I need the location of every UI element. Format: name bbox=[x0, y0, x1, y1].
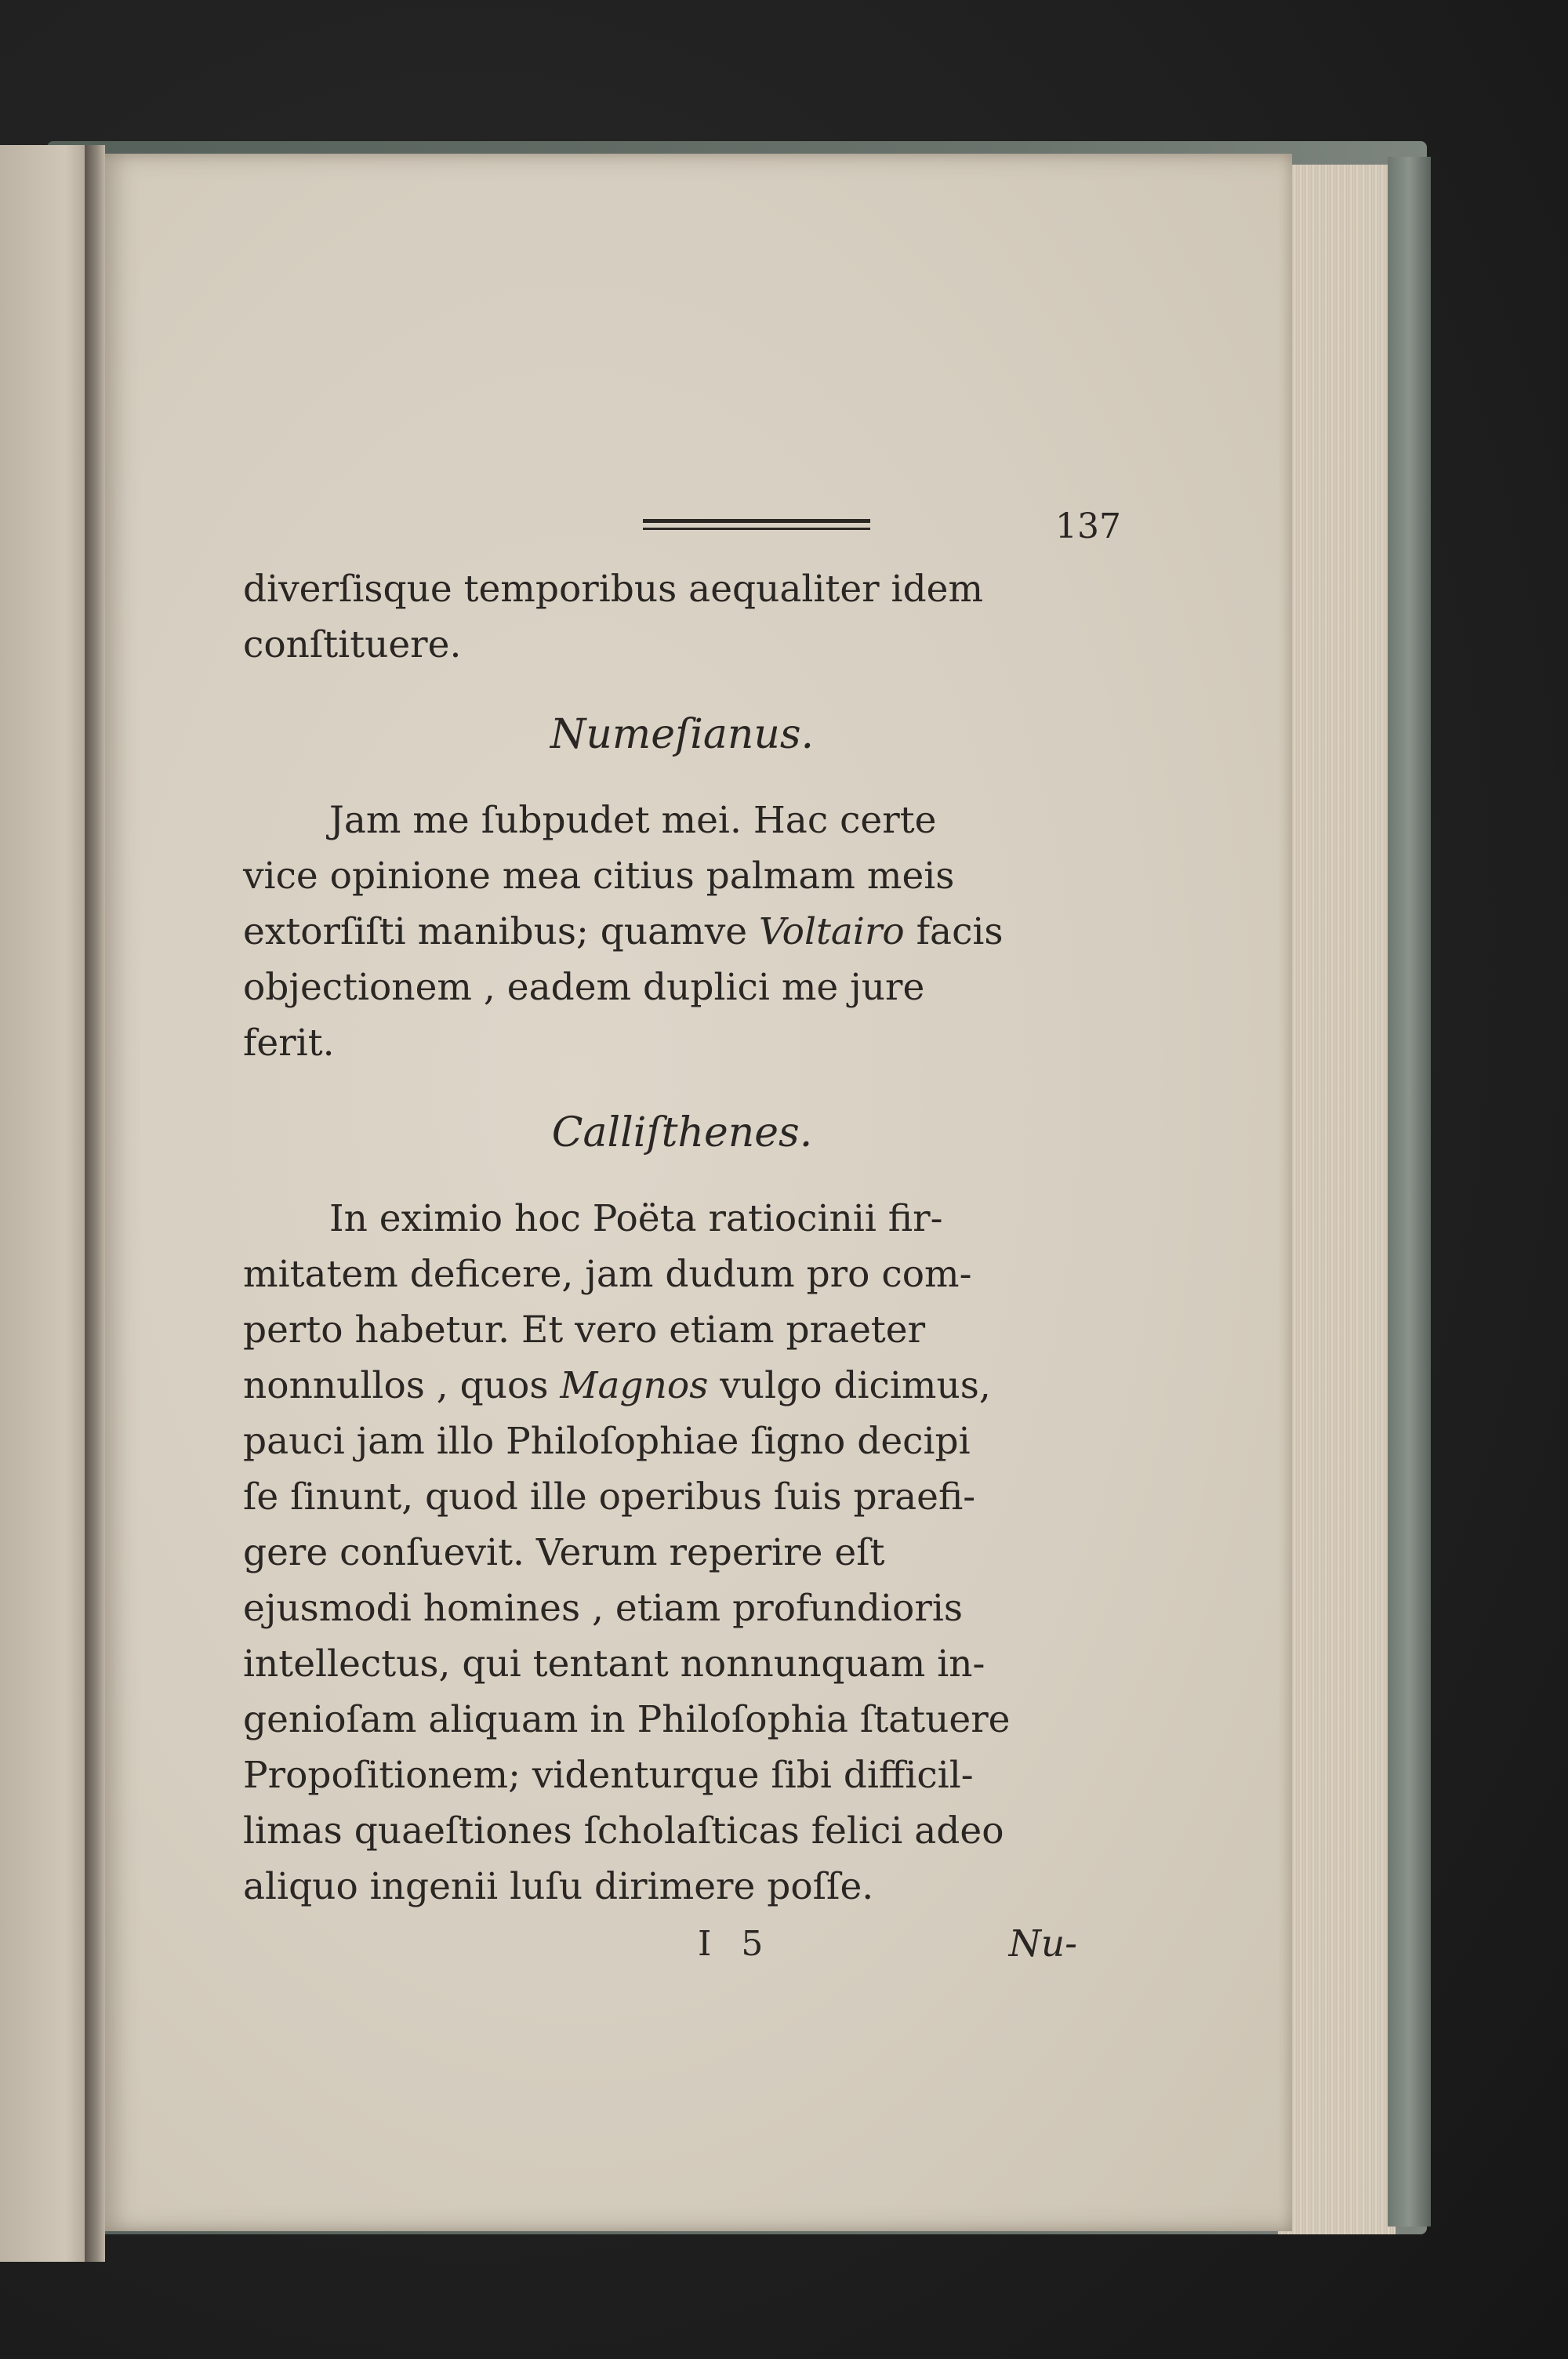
paragraph-continued bbox=[243, 561, 1121, 673]
text-line: nonnullos , quos bbox=[243, 1364, 561, 1407]
header-rule bbox=[643, 519, 870, 530]
left-page-edge bbox=[0, 145, 94, 2262]
paragraph-numesianus bbox=[243, 793, 1121, 1071]
text-line: conſtituere. bbox=[243, 623, 462, 666]
cover-edge bbox=[1388, 157, 1431, 2227]
text-line: ſe ſinunt, quod ille operibus ſuis praefi- bbox=[243, 1475, 976, 1519]
text-line: vulgo dicimus, bbox=[708, 1364, 991, 1407]
text-line: extorſiſti manibus; quamve bbox=[243, 910, 760, 953]
signature-mark: I 5 bbox=[698, 1924, 773, 1964]
book-gutter bbox=[85, 145, 105, 2262]
page-number: 137 bbox=[1055, 506, 1121, 546]
text-line: objectionem , eadem duplici me jure bbox=[243, 966, 925, 1009]
text-line: aliquo ingenii luſu dirimere poſſe. bbox=[243, 1865, 874, 1908]
page-header bbox=[243, 499, 1121, 561]
speaker-heading: Calliſthenes. bbox=[551, 1109, 813, 1156]
speaker-heading: Numeſianus. bbox=[550, 711, 815, 758]
text-line: vice opinione mea citius palmam meis bbox=[243, 855, 955, 898]
italic-word: Magnos bbox=[560, 1364, 709, 1407]
text-line: gere conſuevit. Verum reperire eſt bbox=[243, 1531, 885, 1574]
page-footer bbox=[243, 1914, 1121, 1969]
text-block bbox=[243, 499, 1121, 1969]
text-line: perto habetur. Et vero etiam praeter bbox=[243, 1308, 926, 1352]
text-line: pauci jam illo Philoſophiae ſigno decipi bbox=[243, 1420, 971, 1463]
text-line: Propoſitionem; videnturque ſibi difficil- bbox=[243, 1754, 974, 1797]
text-line: facis bbox=[904, 910, 1004, 953]
page-edges bbox=[1278, 165, 1396, 2234]
text-line: ferit. bbox=[243, 1022, 335, 1065]
right-page bbox=[100, 154, 1292, 2231]
text-line: ejusmodi homines , etiam profundioris bbox=[243, 1587, 963, 1630]
text-line: Jam me ſubpudet mei. Hac certe bbox=[329, 799, 937, 842]
text-line: In eximio hoc Poëta ratiocinii fir- bbox=[329, 1197, 943, 1240]
text-line: diverſisque temporibus aequaliter idem bbox=[243, 568, 984, 611]
italic-name: Voltairo bbox=[759, 910, 905, 953]
text-line: intellectus, qui tentant nonnunquam in- bbox=[243, 1642, 985, 1686]
catchword: Nu- bbox=[1008, 1922, 1077, 1965]
text-line: genioſam aliquam in Philoſophia ſtatuere bbox=[243, 1698, 1011, 1741]
text-line: limas quaeſtiones ſcholaſticas felici adeo bbox=[243, 1809, 1004, 1853]
paragraph-callisthenes bbox=[243, 1191, 1121, 1914]
text-line: mitatem deficere, jam dudum pro com- bbox=[243, 1253, 972, 1296]
